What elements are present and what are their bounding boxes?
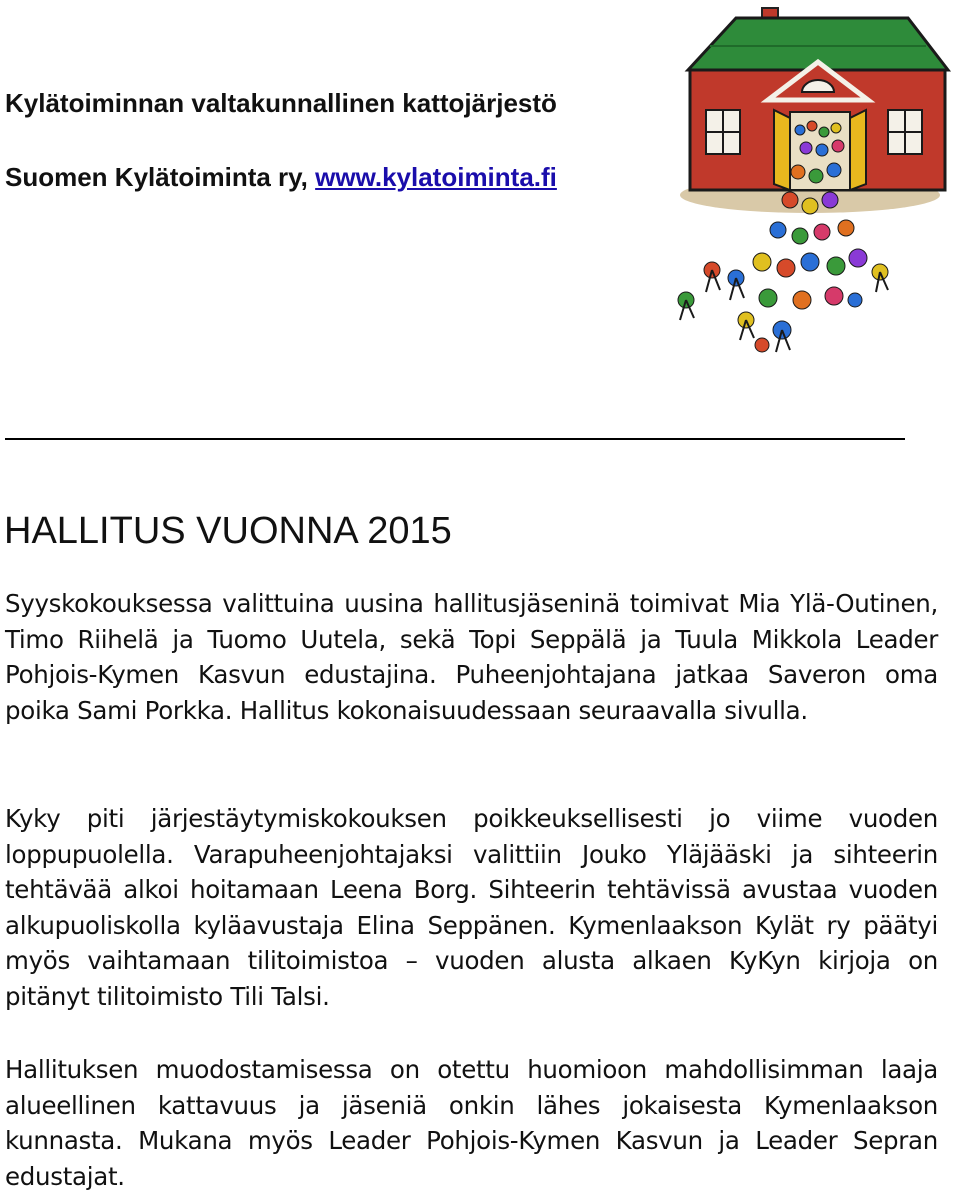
org-description: Kylätoiminnan valtakunnallinen kattojärjestö bbox=[5, 88, 557, 118]
horizontal-divider bbox=[5, 438, 905, 440]
village-house-crowd-icon bbox=[650, 0, 960, 360]
website-link[interactable]: www.kylatoiminta.fi bbox=[315, 162, 557, 192]
section-title: HALLITUS VUONNA 2015 bbox=[4, 510, 452, 552]
paragraph-organization: Kyky piti järjestäytymiskokouksen poikkeuksellisesti jo viime vuoden loppupuolella. Varapuheenjohtajaksi valittiin Jouko Yläjääski ja sihteerin tehtävää alkoi hoitamaan Leena Borg. Sihteerin tehtävissä avustaa vuoden alkupuoliskolla kyläavustaja Elina Seppänen. Kymenlaakson Kylät ry päätyi myös vaihtamaan tilitoimistoa – vuoden alusta alkaen KyKyn kirjoja on pitänyt tilitoimisto Tili Talsi. bbox=[5, 804, 938, 1011]
paragraph-new-members: Syyskokouksessa valittuina uusina hallitusjäseninä toimivat Mia Ylä-Outinen, Timo Riihelä ja Tuomo Uutela, sekä Topi Seppälä ja Tuula Mikkola Leader Pohjois-Kymen Kasvun edustajina. Puheenjohtajana jatkaa Saveron oma poika Sami Porkka. Hallitus kokonaisuudessaan seuraavalla sivulla. bbox=[5, 589, 938, 725]
org-name: Suomen Kylätoiminta ry, bbox=[5, 162, 316, 192]
paragraph-coverage: Hallituksen muodostamisessa on otettu huomioon mahdollisimman laaja alueellinen kattavuus ja jäseniä onkin lähes jokaisesta Kymenlaakson kunnasta. Mukana myös Leader Pohjois-Kymen Kasvun ja Leader Sepran edustajat. bbox=[5, 1055, 938, 1191]
org-name-line bbox=[5, 162, 557, 192]
